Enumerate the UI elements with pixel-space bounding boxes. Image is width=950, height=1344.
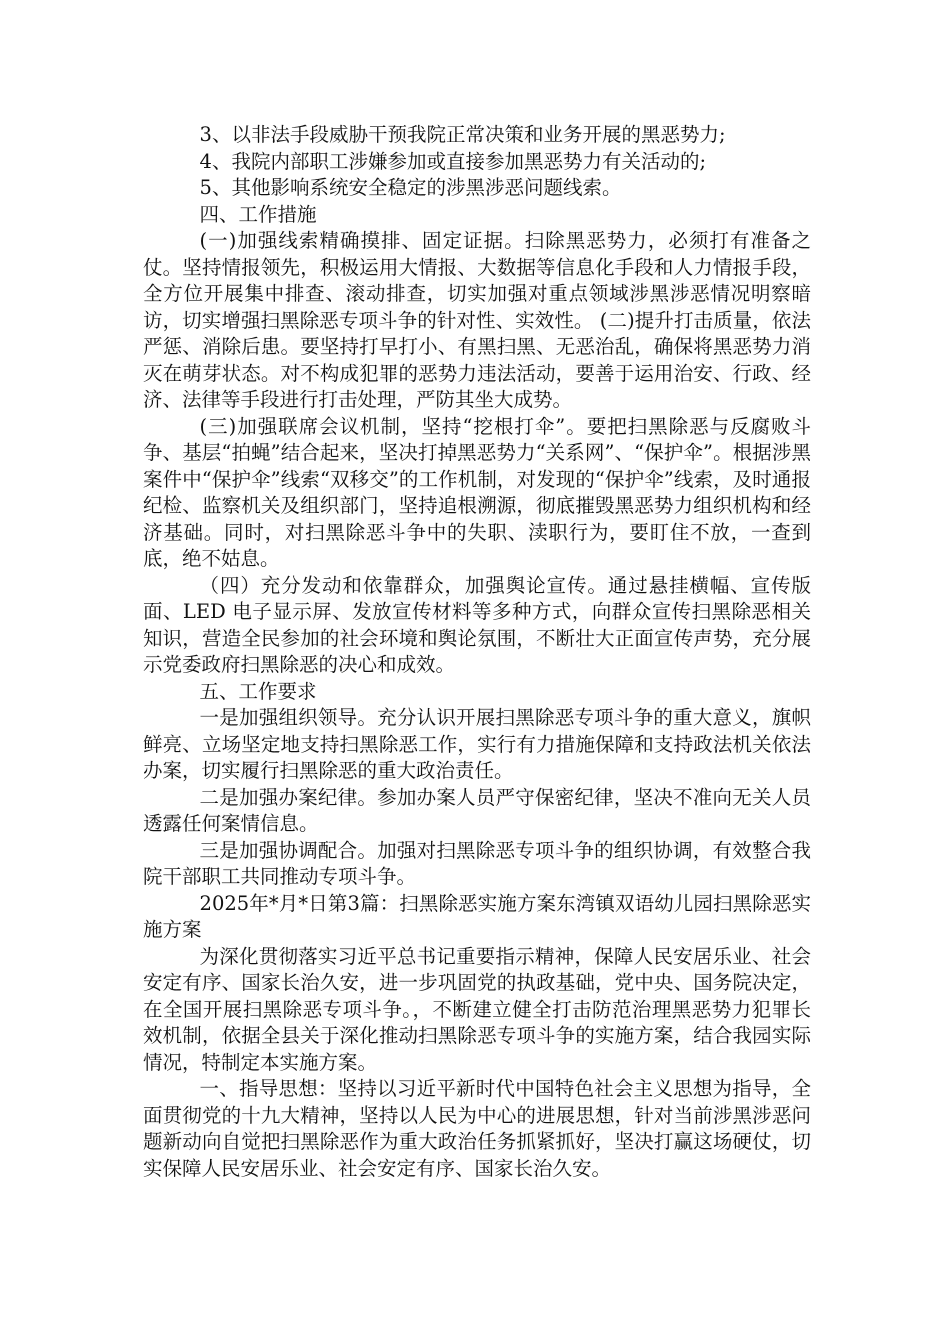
paragraph-measure-4: （四）充分发动和依靠群众，加强舆论宣传。通过悬挂横幅、宣传版面、LED 电子显示屏、发放宣传材料等多种方式，向群众宣传扫黑除恶相关知识，营造全民参加的社会环境和舆论氛围，不断壮大正面宣传声势，充分展示党委政府扫黑除恶的决心和成效。 bbox=[143, 573, 811, 676]
paragraph-requirement-1: 一是加强组织领导。充分认识开展扫黑除恶专项斗争的重大意义，旗帜鲜亮、立场坚定地支持扫黑除恶工作，实行有力措施保障和支持政法机关依法办案，切实履行扫黑除恶的重大政治责任。 bbox=[143, 706, 811, 782]
paragraph-measure-3: (三)加强联席会议机制，坚持“挖根打伞”。要把扫黑除恶与反腐败斗争、基层“拍蝇”结合起来，坚决打掉黑恶势力“关系网”、“保护伞”。根据涉黑案件中“保护伞”线索“双移交”的工作机制，对发现的“保护伞”线索，及时通报纪检、监察机关及组织部门，坚持追根溯源，彻底摧毁黑恶势力组织机构和经济基础。同时，对扫黑除恶斗争中的失职、渎职行为，要盯住不放，一查到底，绝不姑息。 bbox=[143, 414, 811, 570]
list-item-3: 3、以非法手段威胁干预我院正常决策和业务开展的黑恶势力; bbox=[199, 123, 726, 146]
list-item-5: 5、其他影响系统安全稳定的涉黑涉恶问题线索。 bbox=[199, 176, 622, 199]
document-body bbox=[143, 122, 811, 1182]
paragraph-requirement-2: 二是加强办案纪律。参加办案人员严守保密纪律，坚决不准向无关人员透露任何案情信息。 bbox=[143, 785, 811, 835]
section-heading-measures: 四、工作措施 bbox=[199, 202, 317, 226]
section-heading-requirements: 五、工作要求 bbox=[199, 679, 317, 703]
paragraph-requirement-3: 三是加强协调配合。加强对扫黑除恶专项斗争的组织协调，有效整合我院干部职工共同推动专项斗争。 bbox=[143, 838, 811, 888]
list-item-4: 4、我院内部职工涉嫌参加或直接参加黑恶势力有关活动的; bbox=[199, 149, 707, 173]
article-title: 2025年*月*日第3篇：扫黑除恶实施方案东湾镇双语幼儿园扫黑除恶实施方案 bbox=[143, 891, 811, 941]
paragraph-intro: 为深化贯彻落实习近平总书记重要指示精神，保障人民安居乐业、社会安定有序、国家长治久安，进一步巩固党的执政基础，党中央、国务院决定，在全国开展扫黑除恶专项斗争。，不断建立健全打击防范治理黑恶势力犯罪长效机制，依据全县关于深化推动扫黑除恶专项斗争的实施方案，结合我园实际情况，特制定本实施方案。 bbox=[143, 944, 811, 1074]
paragraph-guiding-thought: 一、指导思想：坚持以习近平新时代中国特色社会主义思想为指导，全面贯彻党的十九大精神，坚持以人民为中心的进展思想，针对当前涉黑涉恶问题新动向自觉把扫黑除恶作为重大政治任务抓紧抓好，坚决打赢这场硬仗，切实保障人民安居乐业、社会安定有序、国家长治久安。 bbox=[143, 1077, 811, 1180]
paragraph-measure-1-2: (一)加强线索精确摸排、固定证据。扫除黑恶势力，必须打有准备之仗。坚持情报领先，积极运用大情报、大数据等信息化手段和人力情报手段，全方位开展集中排查、滚动排查，切实加强对重点领域涉黑涉恶情况明察暗访，切实增强扫黑除恶专项斗争的针对性、实效性。 (二)提升打击质量，依法严惩、消除后患。要坚持打早打小、有黑扫黑、无恶治乱，确保将黑恶势力消灭在萌芽状态。对不构成犯罪的恶势力违法活动，要善于运用治安、行政、经济、法律等手段进行打击处理，严防其坐大成势。 bbox=[143, 229, 811, 411]
